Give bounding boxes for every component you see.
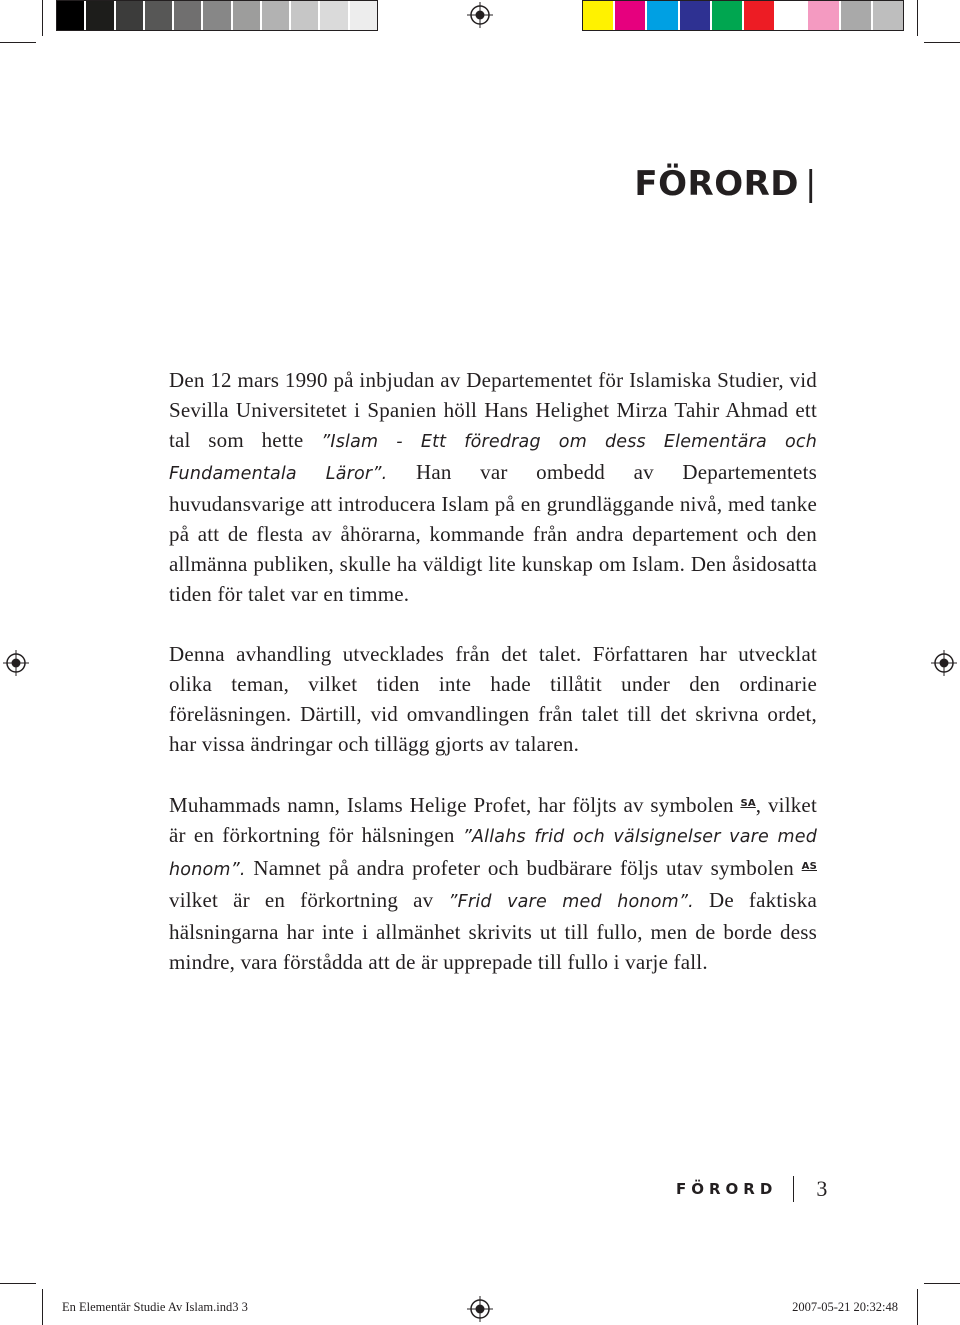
color-swatch	[262, 1, 291, 30]
p3-text-e: De faktiska hälsningarna har inte i allmänhet skrivits ut till fullo, men de borde dess mindre, vara förstådda att de är upprepade till fullo i varje fall.	[169, 888, 817, 974]
color-swatch	[873, 1, 903, 30]
crop-mark-bottom-left-h	[0, 1283, 36, 1284]
p3-text-a: Muhammads namn, Islams Helige Profet, har följts av symbolen	[169, 793, 741, 817]
footer-divider	[793, 1176, 794, 1202]
p3-text-d: vilket är en förkortning av	[169, 888, 449, 912]
color-swatch	[203, 1, 232, 30]
color-swatch	[174, 1, 203, 30]
crop-mark-top-right-v	[917, 0, 918, 36]
color-swatch	[86, 1, 115, 30]
crop-mark-top-left-h	[0, 42, 36, 43]
color-swatch	[808, 1, 840, 30]
body-text	[169, 365, 817, 1007]
page-number: 3	[816, 1176, 828, 1201]
color-swatch	[320, 1, 349, 30]
crop-mark-top-right-h	[924, 42, 960, 43]
color-swatch	[291, 1, 320, 30]
paragraph-2: Denna avhandling utvecklades från det talet. Författaren har utvecklat olika teman, vilket tiden inte hade tillåtit under den ordinarie föreläsningen. Därtill, vid omvandlingen från talet till det skrivna ordet, har vissa ändringar och tillägg gjorts av talaren.	[169, 642, 817, 756]
slug-file-name: En Elementär Studie Av Islam.ind3 3	[62, 1300, 248, 1314]
color-swatch	[145, 1, 174, 30]
running-footer	[676, 1176, 827, 1202]
color-swatch	[57, 1, 86, 30]
color-swatch	[712, 1, 744, 30]
color-swatch	[350, 1, 377, 30]
color-swatch	[583, 1, 615, 30]
color-swatch	[776, 1, 808, 30]
paragraph-1	[169, 365, 817, 609]
p3-greeting-sa: ”Allahs frid och välsignelser vare med honom”.	[169, 827, 817, 880]
color-swatch	[647, 1, 679, 30]
as-symbol: AS	[801, 861, 817, 872]
registration-mark-icon	[931, 650, 957, 676]
color-swatch	[116, 1, 145, 30]
p3-text-b: , vilket är en förkortning för hälsningen	[169, 793, 817, 847]
crop-mark-bottom-right-v	[917, 1289, 918, 1325]
chapter-title-text: FÖRORD	[634, 164, 800, 204]
process-color-bar	[582, 0, 904, 31]
p3-text-c: Namnet på andra profeter och budbärare följs utav symbolen	[245, 856, 802, 880]
color-swatch	[233, 1, 262, 30]
sa-symbol: SA	[740, 798, 756, 809]
p1-text-b: Han var ombedd av Departementets huvudansvarige att introducera Islam på en grundläggande nivå, med tanke på att de flesta av åhörarna, kommande från andra departement och den allmänna publiken, skulle ha väldigt lite kunskap om Islam. Den åsidosatta tiden för talet var en timme.	[169, 460, 817, 606]
slug-timestamp: 2007-05-21 20:32:48	[792, 1300, 898, 1314]
registration-mark-icon	[3, 650, 29, 676]
running-footer-label: FÖRORD	[676, 1180, 778, 1198]
registration-mark-icon	[467, 2, 493, 28]
p1-lecture-title: ”Islam - Ett föredrag om dess Elementära och Fundamentala Läror”.	[169, 432, 818, 484]
color-swatch	[744, 1, 776, 30]
chapter-title-separator: |	[805, 164, 817, 204]
color-swatch	[615, 1, 647, 30]
p1-text-a: Den 12 mars 1990 på inbjudan av Departementet för Islamiska Studier, vid Sevilla Universitetet i Spanien höll Hans Helighet Mirza Tahir Ahmad ett tal som hette	[169, 368, 817, 452]
crop-mark-bottom-left-v	[42, 1289, 43, 1325]
color-swatch	[841, 1, 873, 30]
crop-mark-top-left-v	[42, 0, 43, 36]
grayscale-color-bar	[56, 0, 378, 31]
color-swatch	[680, 1, 712, 30]
paragraph-3	[169, 789, 817, 977]
registration-mark-icon	[467, 1296, 493, 1322]
p3-greeting-as: ”Frid vare med honom”.	[448, 892, 694, 912]
chapter-title	[634, 164, 817, 204]
crop-mark-bottom-right-h	[924, 1283, 960, 1284]
